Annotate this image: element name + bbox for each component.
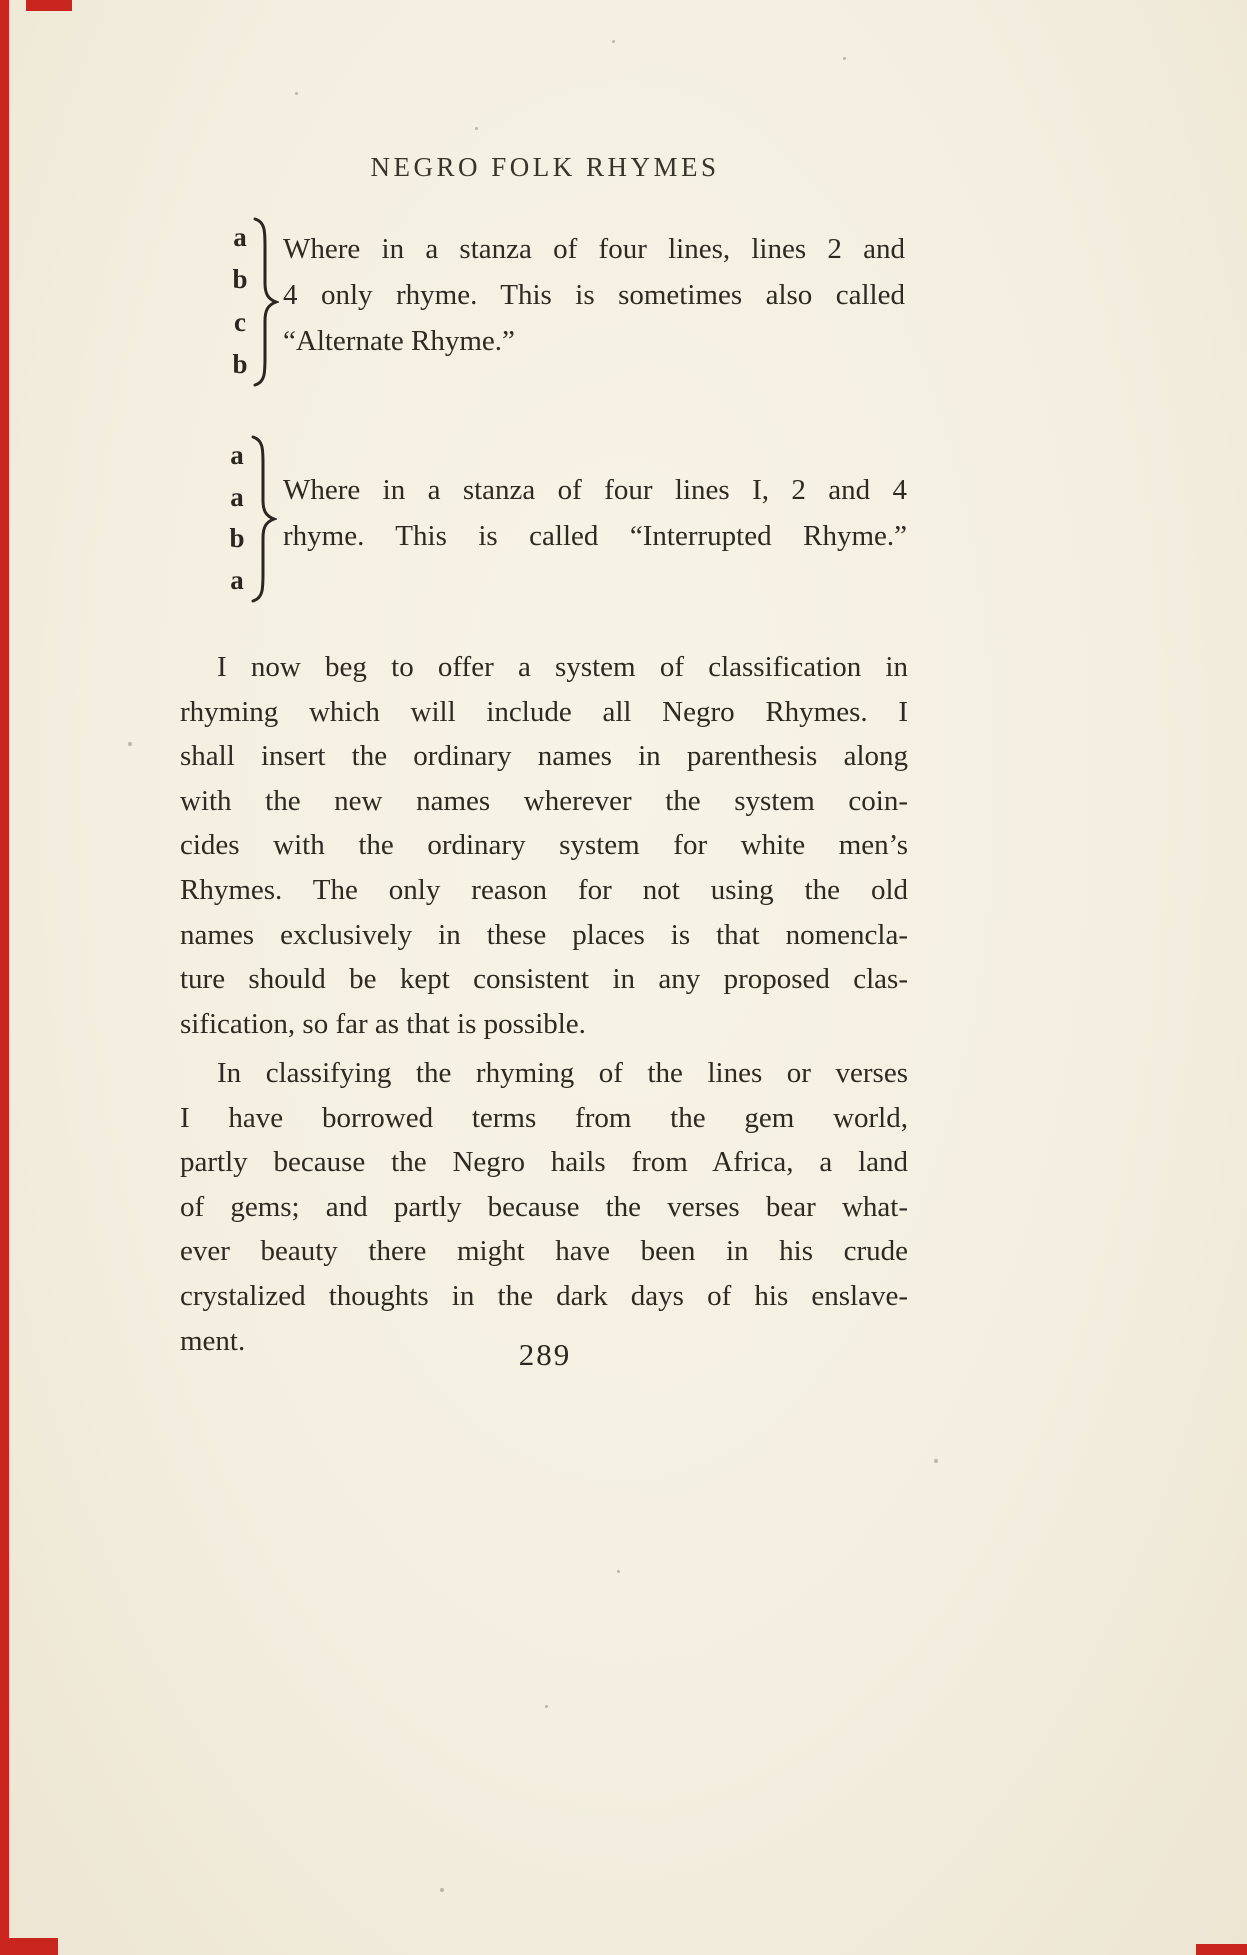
paper-speck	[440, 1888, 444, 1892]
rhyme-letter: c	[234, 306, 246, 337]
text-line: names exclusively in these places is that nomencla-	[180, 918, 908, 951]
paper-speck	[612, 40, 615, 43]
text-line: Where in a stanza of four lines I, 2 and 4	[283, 474, 907, 506]
text-line: with the new names wherever the system coin-	[180, 784, 908, 817]
scan-red-mark-bottom-right	[1196, 1944, 1247, 1955]
text-line: ment.	[180, 1324, 246, 1357]
rhyme-letter: a	[230, 481, 244, 512]
text-line: 4 only rhyme. This is sometimes also called	[283, 279, 905, 311]
text-line: rhyme. This is called “Interrupted Rhyme.”	[283, 520, 907, 552]
page-header: NEGRO FOLK RHYMES	[370, 152, 720, 182]
rhyme-description	[283, 467, 907, 559]
scan-red-mark-top-left	[26, 0, 72, 11]
text-line: “Alternate Rhyme.”	[283, 325, 515, 357]
rhyme-letter-column	[223, 440, 251, 596]
paper-speck	[545, 1705, 548, 1708]
rhyme-letter: a	[230, 564, 244, 595]
text-line: shall insert the ordinary names in parenthesis along	[180, 740, 908, 773]
scan-red-edge-left	[0, 0, 9, 1955]
text-line: crystalized thoughts in the dark days of his enslave-	[180, 1279, 908, 1312]
rhyme-letter: b	[229, 523, 245, 554]
text-line: I now beg to offer a system of classification in	[217, 651, 908, 683]
text-line: rhyming which will include all Negro Rhymes. I	[180, 695, 908, 728]
page-number: 289	[518, 1337, 572, 1372]
text-line: I have borrowed terms from the gem world,	[180, 1101, 908, 1134]
body-paragraph	[180, 645, 908, 1046]
curly-brace-icon	[249, 433, 277, 605]
text-line: In classifying the rhyming of the lines or verses	[217, 1057, 908, 1089]
text-line: sification, so far as that is possible.	[180, 1007, 586, 1040]
paper-speck	[128, 742, 132, 746]
rhyme-letter: a	[230, 440, 244, 470]
body-paragraph	[180, 1051, 908, 1363]
text-line: of gems; and partly because the verses bear what-	[180, 1190, 908, 1223]
paper-speck	[295, 92, 298, 95]
paper-speck	[934, 1459, 938, 1463]
rhyme-letter-column	[226, 222, 254, 380]
text-line: Where in a stanza of four lines, lines 2 and	[283, 233, 905, 265]
text-line: Rhymes. The only reason for not using the old	[180, 873, 908, 906]
curly-brace-icon	[251, 215, 279, 389]
rhyme-letter: b	[232, 348, 248, 379]
text-line: ever beauty there might have been in his crude	[180, 1235, 908, 1268]
paper-speck	[617, 1570, 620, 1573]
paper-speck	[843, 57, 846, 60]
scan-red-mark-bottom-left	[0, 1938, 58, 1955]
text-line: cides with the ordinary system for white men’s	[180, 829, 908, 862]
rhyme-description	[283, 226, 905, 364]
rhyme-letter: b	[232, 264, 248, 295]
text-line: partly because the Negro hails from Africa, a land	[180, 1146, 908, 1179]
paper-speck	[475, 127, 478, 130]
rhyme-letter: a	[233, 222, 247, 252]
text-line: ture should be kept consistent in any proposed clas-	[180, 963, 908, 996]
